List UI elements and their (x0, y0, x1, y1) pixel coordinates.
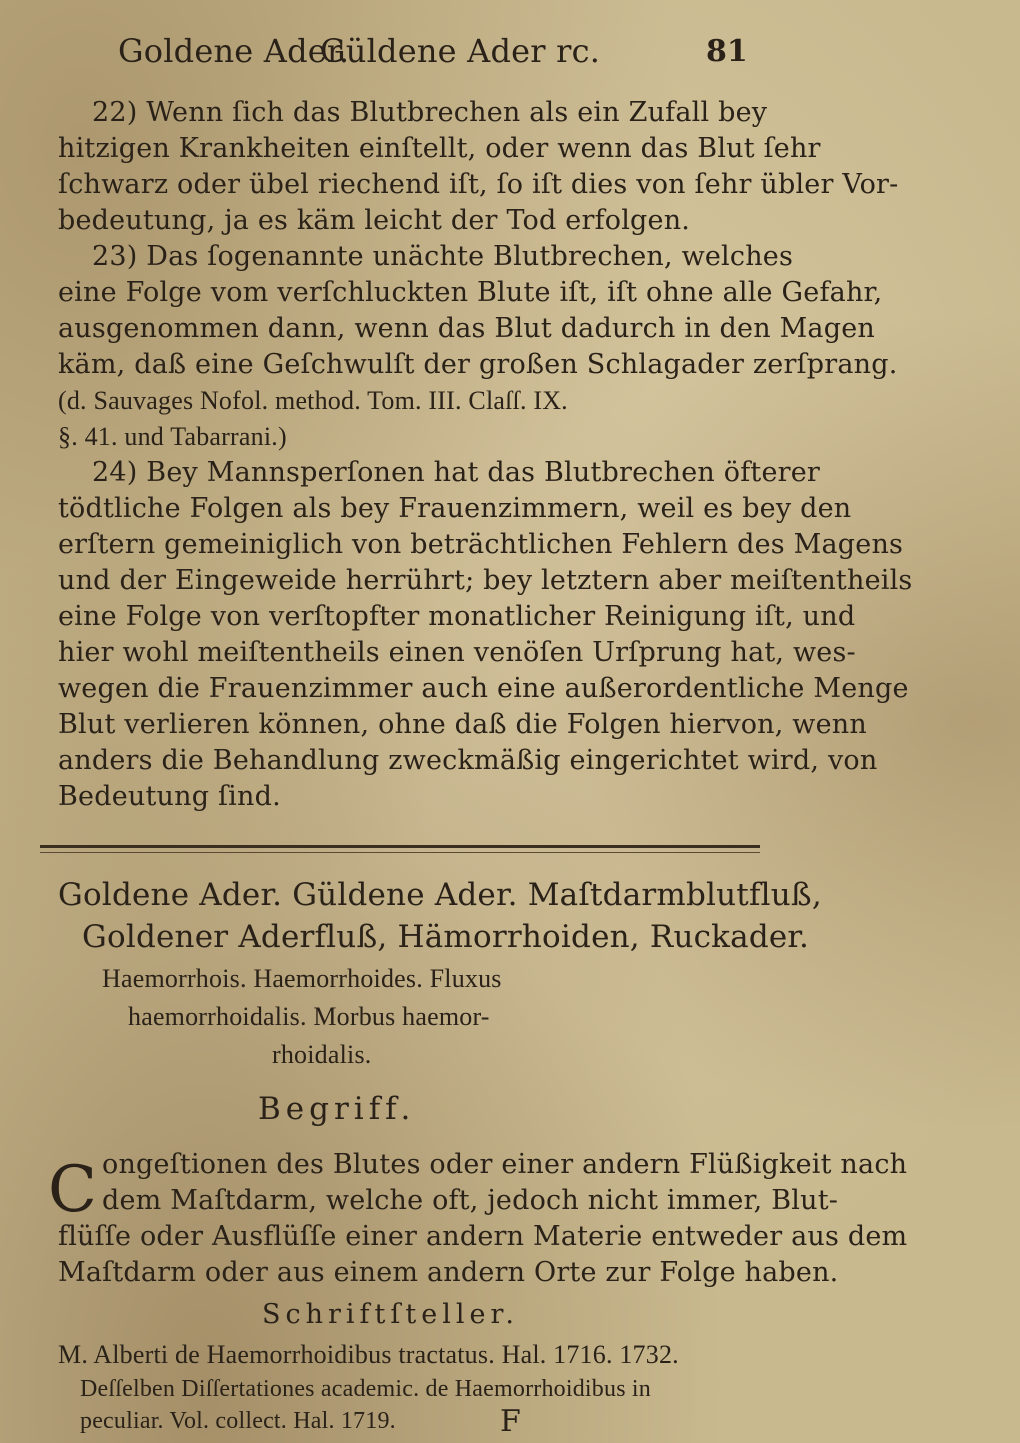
section-rule-thin (40, 852, 760, 853)
definition-line: flüſſe oder Ausflüſſe einer andern Materie entweder aus dem (58, 1221, 908, 1252)
definition-line: ongeſtionen des Blutes oder einer andern Flüßigkeit nach (102, 1149, 908, 1180)
writers-heading: Schriftſteller. (262, 1299, 519, 1330)
body-line: §. 41. und Tabarrani.) (58, 422, 287, 451)
definition-line: dem Maſtdarm, welche oft, jedoch nicht immer, Blut- (102, 1185, 839, 1216)
writers-line: M. Alberti de Haemorrhoidibus tractatus. Hal. 1716. 1732. (58, 1340, 679, 1369)
body-line: anders die Behandlung zweckmäßig eingerichtet wird, von (58, 745, 878, 776)
page-number: 81 (706, 34, 748, 69)
body-line: tödtliche Folgen als bey Frauenzimmern, weil es bey den (58, 493, 852, 524)
body-line: 24) Bey Mannsperſonen hat das Blutbrechen öfterer (92, 457, 821, 488)
signature-mark: F (500, 1404, 521, 1439)
body-line: wegen die Frauenzimmer auch eine außerordentliche Menge (58, 673, 909, 704)
running-head-left: Goldene Ader. (118, 32, 350, 70)
writers-line: Deſſelben Diſſertationes academic. de Haemorrhoidibus in (80, 1376, 652, 1402)
drop-cap: C (48, 1153, 97, 1227)
body-line: ausgenommen dann, wenn das Blut dadurch in den Magen (58, 313, 875, 344)
section-title-line: rhoidalis. (272, 1040, 372, 1069)
body-line: eine Folge von verſtopfter monatlicher Reinigung iſt, und (58, 601, 856, 632)
body-line: bedeutung, ja es käm leicht der Tod erfolgen. (58, 205, 691, 236)
writers-line: peculiar. Vol. collect. Hal. 1719. (80, 1408, 396, 1434)
body-line: 22) Wenn ſich das Blutbrechen als ein Zufall bey (92, 97, 768, 128)
body-line: käm, daß eine Geſchwulſt der großen Schlagader zerſprang. (58, 349, 898, 380)
body-line: Bedeutung ſind. (58, 781, 281, 812)
body-line: und der Eingeweide herrührt; bey letztern aber meiſtentheils (58, 565, 913, 596)
section-title-line: Goldene Ader. Güldene Ader. Maſtdarmblutfluß, (58, 877, 822, 913)
body-line: erſtern gemeiniglich von beträchtlichen Fehlern des Magens (58, 529, 904, 560)
body-line: Blut verlieren können, ohne daß die Folgen hiervon, wenn (58, 709, 867, 740)
body-line: eine Folge vom verſchluckten Blute iſt, iſt ohne alle Gefahr, (58, 277, 883, 308)
definition-line: Maſtdarm oder aus einem andern Orte zur Folge haben. (58, 1257, 839, 1288)
section-title-line: Goldener Aderfluß, Hämorrhoiden, Ruckader. (82, 919, 810, 955)
body-line: hier wohl meiſtentheils einen venöſen Urſprung hat, wes- (58, 637, 856, 668)
body-line: ſchwarz oder übel riechend iſt, ſo iſt dies von ſehr übler Vor- (58, 169, 899, 200)
running-head-center: Güldene Ader rc. (320, 32, 601, 70)
body-line: (d. Sauvages Nofol. method. Tom. III. Claſſ. IX. (58, 386, 568, 415)
subheading-begriff: Begriff. (258, 1091, 416, 1127)
section-rule-thick (40, 845, 760, 848)
section-title-line: Haemorrhois. Haemorrhoides. Fluxus (102, 964, 502, 993)
body-line: 23) Das ſogenannte unächte Blutbrechen, welches (92, 241, 794, 272)
body-line: hitzigen Krankheiten einſtellt, oder wenn das Blut ſehr (58, 133, 821, 164)
section-title-line: haemorrhoidalis. Morbus haemor- (128, 1002, 490, 1031)
